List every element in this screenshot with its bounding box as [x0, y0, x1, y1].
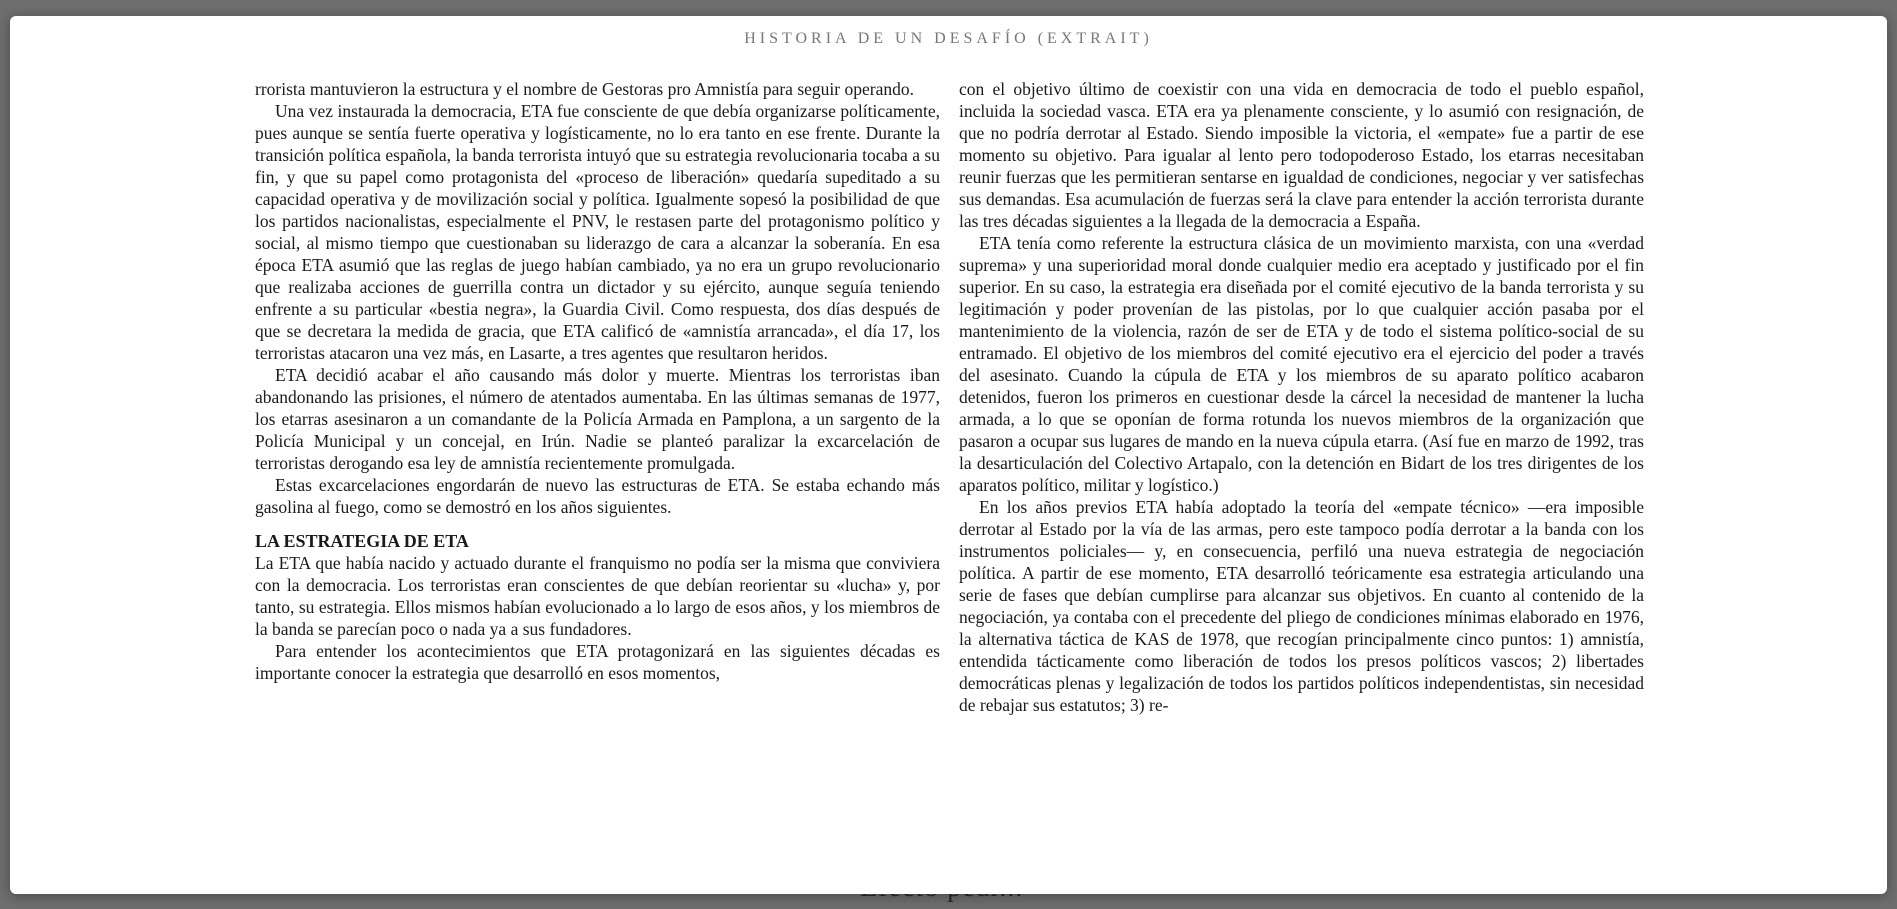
paragraph: Para entender los acontecimientos que ETA protagonizará en las siguientes décadas es importante conocer la estrategia que desarrolló en esos momentos, — [255, 641, 940, 683]
paragraph: Estas excarcelaciones engordarán de nuevo las estructuras de ETA. Se estaba echando más gasolina al fuego, como se demostró en los años siguientes. — [255, 475, 940, 517]
book-page-spread — [255, 78, 1655, 878]
excerpt-modal — [10, 16, 1887, 894]
section-heading: LA ESTRATEGIA DE ETA — [255, 531, 469, 551]
paragraph: ETA tenía como referente la estructura clásica de un movimiento marxista, con una «verdad suprema» y una superioridad moral donde cualquier medio era aceptado y justificado por el fin superior. En su caso, la estrategia era diseñada por el comité ejecutivo de la banda terrorista y su legitimación y poder provenían de las pistolas, por lo que cualquier acción pasaba por el mantenimiento de la violencia, razón de ser de ETA y de todo el sistema político-social de su entramado. El objetivo de los miembros del comité ejecutivo era el ejercicio del poder a través del asesinato. Cuando la cúpula de ETA y los miembros de su aparato político acabaron detenidos, fueron los primeros en cuestionar desde la cárcel la necesidad de mantener la lucha armada, a lo que se oponían de forma rotunda los nuevos miembros de la organización que pasaron a ocupar sus lugares de mando en la nueva cúpula etarra. (Así fue en marzo de 1992, tras la desarticulación del Colectivo Artapalo, con la detención en Bidart de los tres dirigentes de los aparatos político, militar y logístico.) — [959, 233, 1644, 495]
paragraph: En los años previos ETA había adoptado la teoría del «empate técnico» —era imposible derrotar al Estado por la vía de las armas, pero este tampoco podía derrotar a la banda con los instrumentos policiales— y, en consecuencia, perfiló una nueva estrategia de negociación política. A partir de ese momento, ETA desarrolló teóricamente esa estrategia articulando una serie de fases que debían cumplirse para alcanzar sus objetivos. En cuanto al contenido de la negociación, ya contaba con el precedente del pliego de condiciones mínimas elaborado en 1976, la alternativa táctica de KAS de 1978, que recogían principalmente cinco puntos: 1) amnistía, entendida tácticamente como liberación de todos los presos políticos vascos; 2) libertades democráticas plenas y legalización de todos los partidos políticos independentistas, sin necesidad de rebajar sus estatutos; 3) re- — [959, 497, 1644, 715]
paragraph: Una vez instaurada la democracia, ETA fue consciente de que debía organizarse políticamente, pues aunque se sentía fuerte operativa y logísticamente, no lo era tanto en ese frente. Durante la transición política española, la banda terrorista intuyó que su estrategia revolucionaria tocaba a su fin, y que su papel como protagonista del «proceso de liberación» quedaría supeditado a su capacidad operativa y de movilización social y política. Igualmente sopesó la posibilidad de que los partidos nacionalistas, especialmente el PNV, le restasen parte del protagonismo político y social, al mismo tiempo que cuestionaban su liderazgo de cara a alcanzar la soberanía. En esa época ETA asumió que las reglas de juego habían cambiado, ya no era un grupo revolucionario que realizaba acciones de guerrilla contra un dictador y su ejército, aunque seguía teniendo enfrente a su particular «bestia negra», la Guardia Civil. Como respuesta, dos días después de que se decretara la medida de gracia, que ETA calificó de «amnistía arrancada», el día 17, los terroristas atacaron una vez más, en Lasarte, a tres agentes que resultaron heridos. — [255, 101, 940, 363]
paragraph: ETA decidió acabar el año causando más dolor y muerte. Mientras los terroristas iban abandonando las prisiones, el número de atentados aumentaba. En las últimas semanas de 1977, los etarras asesinaron a un comandante de la Policía Armada en Pamplona, a un sargento de la Policía Municipal y un concejal, en Irún. Nadie se planteó paralizar la excarcelación de terroristas derogando esa ley de amnistía recientemente promulgada. — [255, 365, 940, 473]
paragraph: rrorista mantuvieron la estructura y el nombre de Gestoras pro Amnistía para seguir operando. — [255, 79, 914, 99]
paragraph: La ETA que había nacido y actuado durante el franquismo no podía ser la misma que conviviera con la democracia. Los terroristas eran conscientes de que debían reorientar su «lucha» y, por tanto, su estrategia. Ellos mismos habían evolucionado a lo largo de esos años, y los miembros de la banda se parecían poco o nada ya a sus fundadores. — [255, 553, 940, 639]
right-column — [959, 78, 1644, 716]
paragraph: con el objetivo último de coexistir con una vida en democracia de todo el pueblo español, incluida la sociedad vasca. ETA era ya plenamente consciente, y lo asumió con resignación, de que no podría derrotar al Estado. Siendo imposible la victoria, el «empate» fue a partir de ese momento su objetivo. Para igualar al lento pero todopoderoso Estado, los etarras necesitaban reunir fuerzas que les permitieran sentarse en igualdad de condiciones, negociar y ver satisfechas sus demandas. Esa acumulación de fuerzas será la clave para entender la acción terrorista durante las tres décadas siguientes a la llegada de la democracia a España. — [959, 79, 1644, 231]
modal-title: HISTORIA DE UN DESAFÍO (EXTRAIT) — [744, 30, 1153, 47]
left-column — [255, 78, 940, 684]
